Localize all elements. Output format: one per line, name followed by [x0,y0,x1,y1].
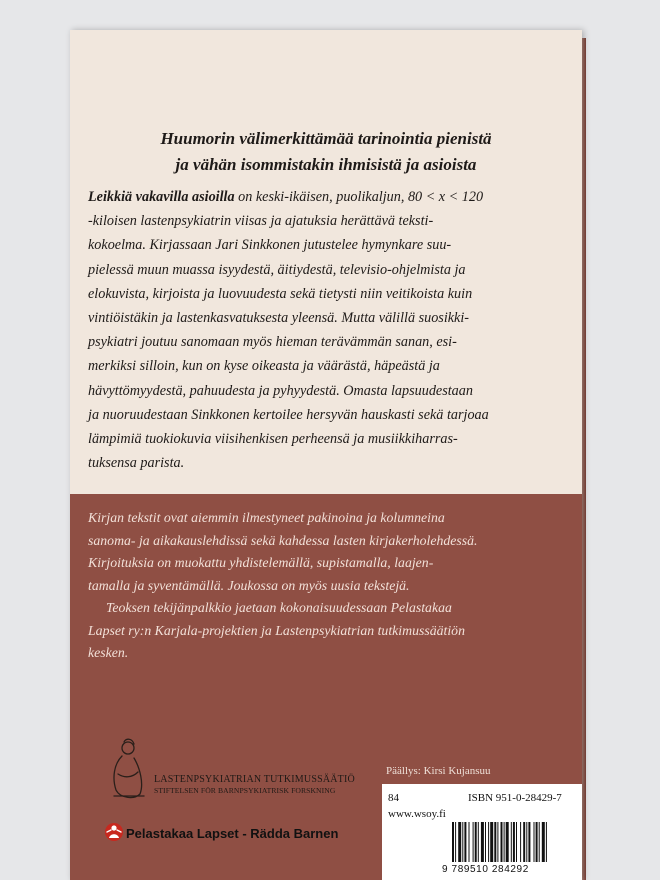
notes-line: Teoksen tekijänpalkkio jaetaan kokonaisuudessaan Pelastakaa [106,600,452,615]
description-line: pielessä muun muassa isyydestä, äitiydestä, televisio-ohjelmista ja [88,261,466,278]
description-line: hävyttömyydestä, pahuudesta ja pyhyydestä. Omasta lapsuudestaan [88,382,473,399]
notes-line: tamalla ja syventämällä. Joukossa on myös uusia tekstejä. [88,577,410,593]
description-line: elokuvista, kirjoista ja luovuudesta sekä tietysti niin veitikoista kuin [88,285,473,302]
description-line: psykiatri joutuu sanomaan myös hieman terävämmän sanan, esi- [88,334,457,351]
sponsor-logos [104,730,404,870]
price-code: 84 [388,792,399,804]
description-line: kokoelma. Kirjassaan Jari Sinkkonen jutustelee hymynkare suu- [88,237,452,254]
publication-notes [88,507,572,665]
publisher-url: www.wsoy.fi [388,808,446,820]
description-lead: Leikkiä vakavilla asioilla [88,189,235,205]
foundation-name-swedish: STIFTELSEN FÖR BARNPSYKIATRISK FORSKNING [154,786,336,795]
isbn-number: ISBN 951-0-28429-7 [468,792,562,804]
description-line: ja nuoruudestaan Sinkkonen kertoilee hersyvän hauskasti sekä tarjoaa [88,406,489,423]
barcode-digits: 9 789510 284292 [442,864,529,875]
notes-line: Kirjan tekstit ovat aiemmin ilmestyneet pakinoina ja kolumneina [88,510,445,525]
notes-line: kesken. [88,645,129,660]
notes-line: Kirjoituksia on muokattu yhdistelemällä, supistamalla, laajen- [88,555,434,570]
blurb-panel [70,30,582,494]
barcode-icon [452,822,576,862]
foundation-figure-icon [104,738,150,804]
description-line [88,185,568,209]
save-the-children-logo-icon [104,821,124,843]
cover-design-credit: Päällys: Kirsi Kujansuu [386,765,491,777]
description-line: lämpimiä tuokiokuvia viisihenkisen perheensä ja musiikkiharras- [88,431,458,448]
tagline-line: ja vähän isommistakin ihmisistä ja asioista [175,155,477,174]
barcode-box [382,784,582,880]
book-description [88,185,568,475]
notes-line: sanoma- ja aikakauslehdissä sekä kahdessa lasten kirjakerholehdessä. [88,532,478,548]
description-line: tuksensa parista. [88,455,185,472]
description-line: vintiöistäkin ja lastenkasvatuksesta yleensä. Mutta välillä suosikki- [88,310,470,327]
description-line: -kiloisen lastenpsykiatrin viisas ja ajatuksia herättävä teksti- [88,213,434,230]
description-line: merkiksi silloin, kun on kyse oikeasta ja väärästä, häpeästä ja [88,358,440,375]
description-text: on keski-ikäisen, puolikaljun, 80 < x < 120 [234,189,484,205]
tagline-line: Huumorin välimerkittämää tarinointia pienistä [160,129,492,148]
tagline [70,126,582,178]
book-back-cover [70,30,582,880]
save-the-children-name: Pelastakaa Lapset - Rädda Barnen [126,826,339,841]
foundation-name: LASTENPSYKIATRIAN TUTKIMUSSÄÄTIÖ [154,774,355,785]
notes-line: Lapset ry:n Karjala-projektien ja Lastenpsykiatrian tutkimussäätiön [88,622,465,638]
